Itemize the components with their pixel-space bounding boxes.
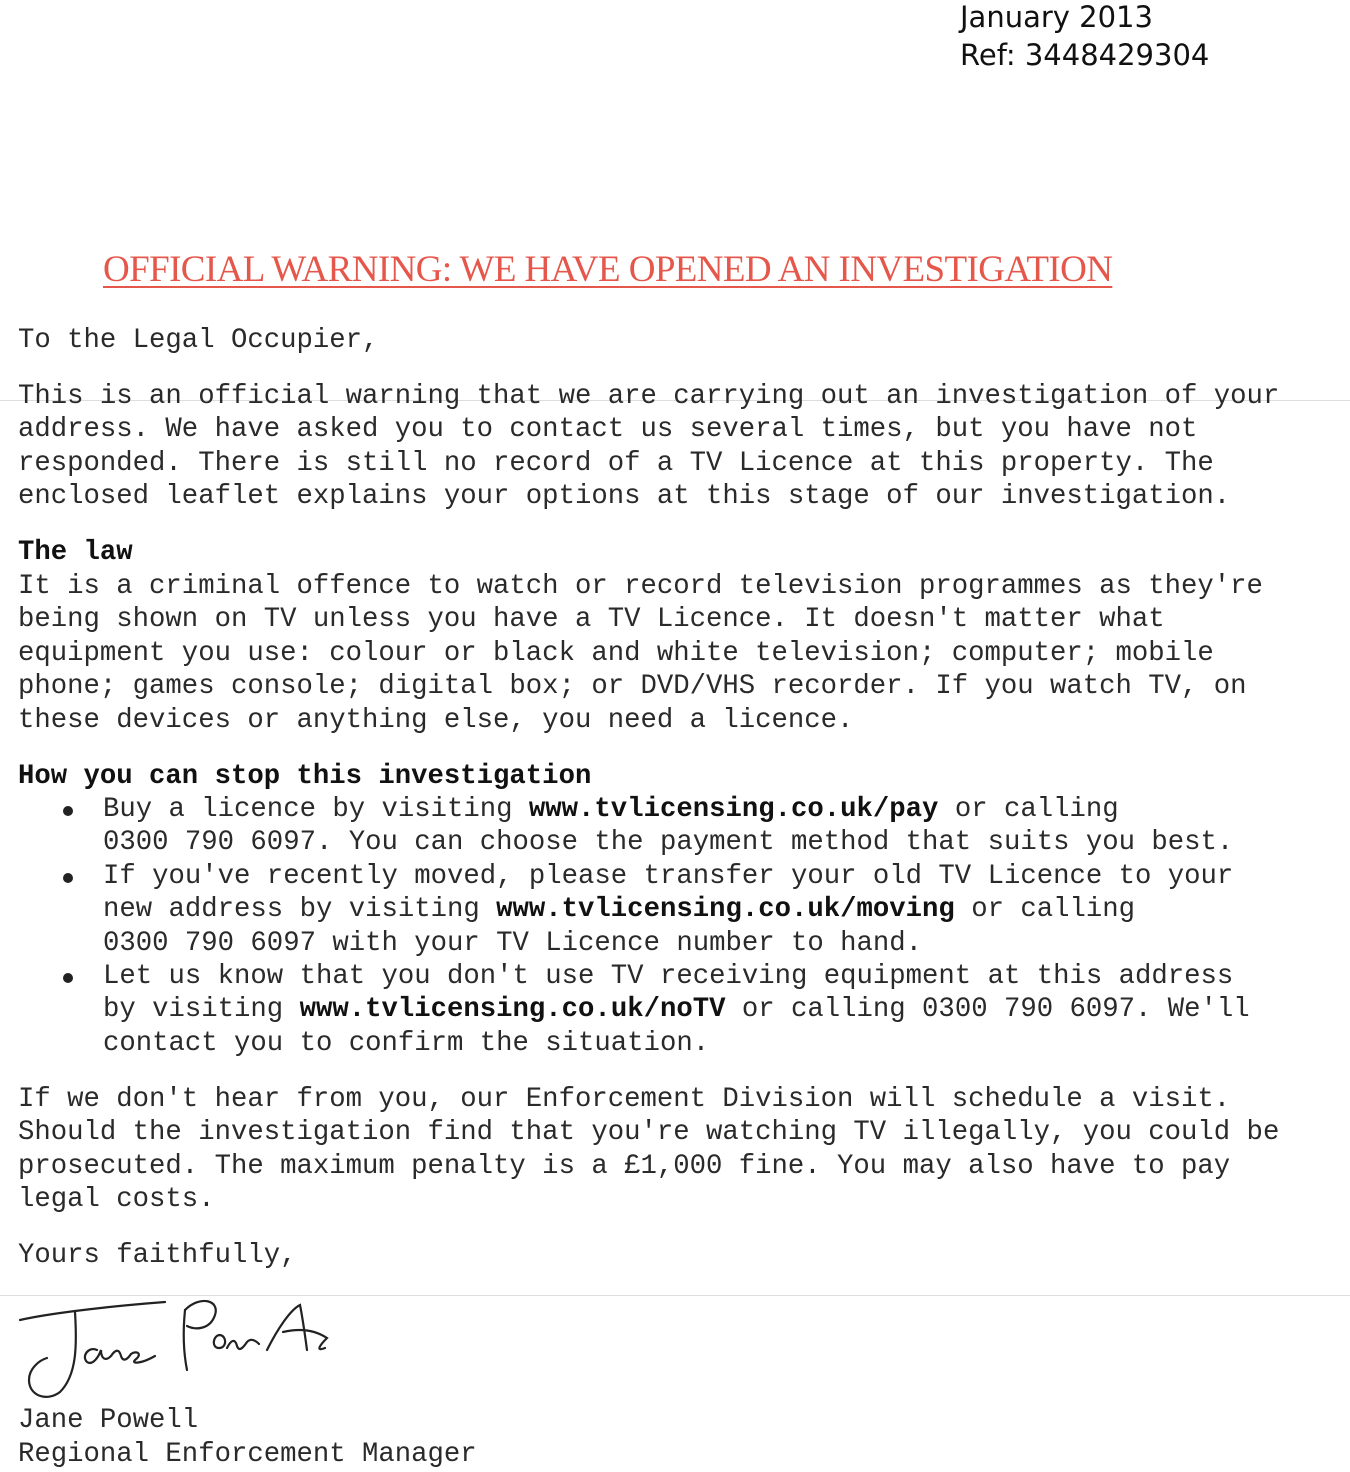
text-line: equipment you use: colour or black and white television; computer; mobile xyxy=(18,637,1214,669)
text-segment: by visiting xyxy=(103,994,300,1026)
text-segment: or calling 0300 790 6097. We'll xyxy=(725,994,1250,1026)
text-line xyxy=(103,793,1250,826)
text-line xyxy=(103,826,1250,859)
text-segment: or calling xyxy=(954,894,1136,926)
text-line: This is an official warning that we are carrying out an investigation of your xyxy=(18,381,1280,412)
law-paragraph xyxy=(18,570,1263,737)
signature xyxy=(15,1290,345,1405)
warning-heading: OFFICIAL WARNING: WE HAVE OPENED AN INVESTIGATION xyxy=(103,249,1113,290)
text-segment: Buy a licence by visiting xyxy=(103,794,529,825)
text-line: enclosed leaflet explains your options at this stage of our investigation. xyxy=(18,481,1231,513)
closing-paragraph xyxy=(18,1083,1279,1217)
website-link[interactable]: www.tvlicensing.co.uk/pay xyxy=(528,794,939,825)
text-line: Should the investigation find that you're watching TV illegally, you could be xyxy=(18,1117,1280,1149)
text-line xyxy=(103,927,1250,960)
text-line xyxy=(103,860,1250,893)
bullet-icon xyxy=(63,873,73,883)
text-line: prosecuted. The maximum penalty is a £1,000 fine. You may also have to pay xyxy=(18,1150,1231,1182)
signoff: Yours faithfully, xyxy=(18,1240,297,1271)
text-line: phone; games console; digital box; or DVD/VHS recorder. If you watch TV, on xyxy=(18,671,1247,703)
text-line xyxy=(103,960,1250,993)
text-line xyxy=(103,993,1250,1026)
bullet-icon xyxy=(63,806,73,816)
text-segment: or calling xyxy=(938,794,1119,825)
list-item xyxy=(103,793,1250,860)
text-line: If we don't hear from you, our Enforcement Division will schedule a visit. xyxy=(18,1084,1231,1115)
text-line: these devices or anything else, you need a licence. xyxy=(18,704,854,736)
text-segment: 0300 790 6097. You can choose the payment method that suits you best. xyxy=(103,827,1234,859)
text-line: It is a criminal offence to watch or record television programmes as they're xyxy=(18,571,1263,602)
website-link[interactable]: www.tvlicensing.co.uk/moving xyxy=(496,894,955,926)
text-segment: new address by visiting xyxy=(103,894,497,926)
reference-number: Ref: 3448429304 xyxy=(960,38,1210,72)
text-line: responded. There is still no record of a TV Licence at this property. The xyxy=(18,447,1214,479)
options-list xyxy=(103,793,1250,1060)
text-segment: contact you to confirm the situation. xyxy=(103,1027,710,1059)
text-line xyxy=(103,1027,1250,1060)
salutation: To the Legal Occupier, xyxy=(18,325,379,356)
text-line: being shown on TV unless you have a TV Licence. It doesn't matter what xyxy=(18,604,1165,636)
text-line: address. We have asked you to contact us several times, but you have not xyxy=(18,414,1198,446)
list-item xyxy=(103,860,1250,960)
text-segment: If you've recently moved, please transfer your old TV Licence to your xyxy=(103,860,1234,892)
intro-paragraph xyxy=(18,380,1279,514)
bullet-icon xyxy=(63,973,73,983)
text-line: legal costs. xyxy=(18,1184,215,1216)
text-segment: Let us know that you don't use TV receiving equipment at this address xyxy=(103,960,1234,992)
list-item xyxy=(103,960,1250,1060)
text-segment: 0300 790 6097 with your TV Licence number to hand. xyxy=(103,927,923,959)
website-link[interactable]: www.tvlicensing.co.uk/noTV xyxy=(299,994,726,1026)
signer-title: Regional Enforcement Manager xyxy=(18,1439,477,1470)
law-heading: The law xyxy=(18,537,133,568)
text-line xyxy=(103,893,1250,926)
signer-name: Jane Powell xyxy=(18,1405,199,1436)
letter-date: January 2013 xyxy=(960,0,1153,34)
stop-heading: How you can stop this investigation xyxy=(18,761,592,792)
